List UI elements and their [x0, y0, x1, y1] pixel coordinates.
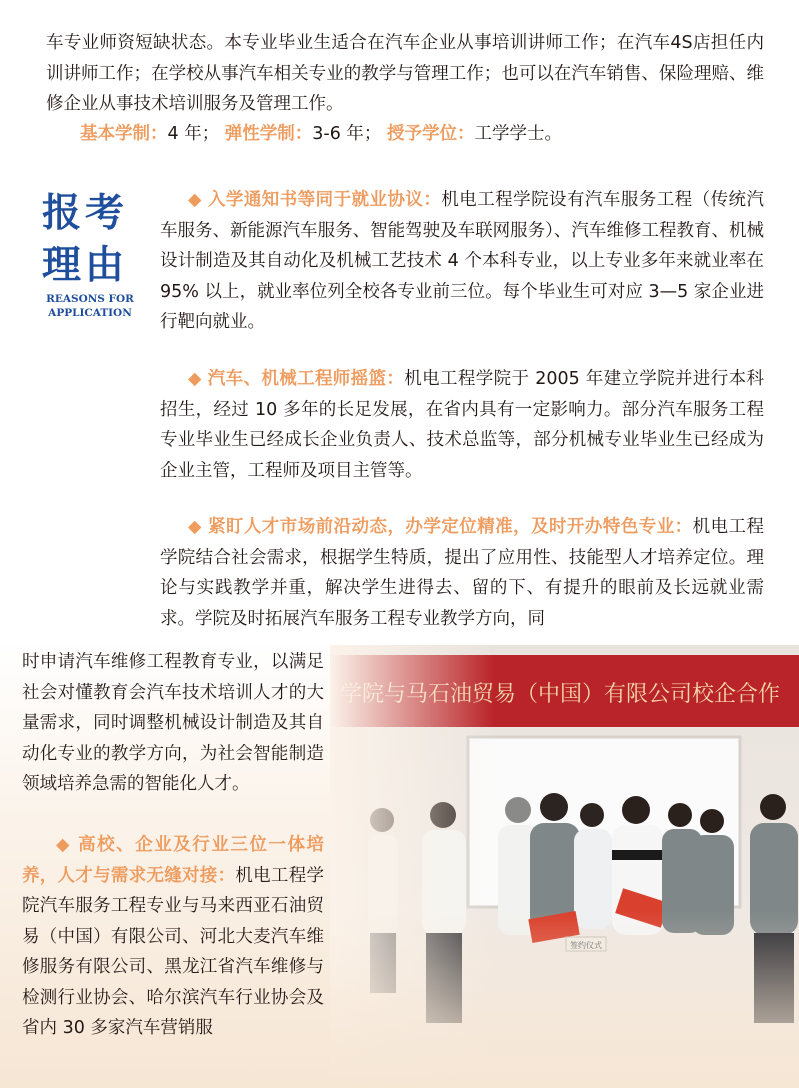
reason-3-continuation: 时申请汽车维修工程教育专业，以满足社会对懂教育会汽车技术培训人才的大量需求，同时调整机械设计制造及其自动化专业的教学方向，为社会智能制造领域培养急需的智能化人才。 — [22, 652, 324, 794]
reason-heading: 紧盯人才市场前沿动态，办学定位精准，及时开办特色专业： — [207, 517, 693, 537]
basic-label: 基本学制： — [80, 124, 168, 144]
reason-text: 机电工程学院汽车服务工程专业与马来西亚石油贸易（中国）有限公司、河北大麦汽车维修服务有限公司、黑龙江省汽车维修与检测行业协会、哈尔滨汽车行业协会及省内 30 多家汽车营销服 — [22, 865, 324, 1038]
section-title-en: REASONS FOR APPLICATION — [46, 293, 134, 319]
reason-4 — [22, 830, 324, 1044]
reason-heading: 入学通知书等同于就业协议： — [207, 190, 442, 210]
intro-paragraph: 车专业师资短缺状态。本专业毕业生适合在汽车企业从事培训讲师工作；在汽车4S店担任内训讲师工作；在学校从事汽车相关专业的教学与管理工作；也可以在汽车销售、保险理赔、维修企业从事技术培训服务及管理工作。 — [46, 33, 764, 114]
reason-heading: 高校、企业及行业三位一体培养，人才与需求无缝对接： — [22, 835, 324, 886]
reason-3 — [160, 512, 764, 634]
reason-1 — [160, 185, 764, 338]
section-title: 报考 理由 — [42, 191, 129, 288]
diamond-icon: ◆ — [56, 835, 71, 855]
reason-heading: 汽车、机械工程师摇篮： — [207, 369, 405, 389]
reason-text: 机电工程学院于 2005 年建立学院并进行本科招生，经过 10 多年的长足发展，在省内具有一定影响力。部分汽车服务工程专业毕业生已经成长企业负责人、技术总监等，部分机械专业毕业生已经成为企业主管，工程师及项目主管等。 — [160, 369, 764, 481]
degree-label: 授予学位： — [387, 124, 475, 144]
reason-text: 机电工程学院设有汽车服务工程（传统汽车服务、新能源汽车服务、智能驾驶及车联网服务）、汽车维修工程教育、机械设计制造及其自动化及机械工艺技术 4 个本科专业，以上专业多年来就业率在 95% 以上，就业率位列全校各专业前三位。每个毕业生可对应 3—5 家企业进行靶向就业。 — [160, 190, 764, 332]
degree-value: 工学学士。 — [474, 124, 563, 144]
signing-ceremony-photo — [330, 645, 799, 1088]
diamond-icon: ◆ — [188, 517, 202, 537]
reason-text: 机电工程学院结合社会需求，根据学生特质，提出了应用性、技能型人才培养定位。理论与实践教学并重，解决学生进得去、留的下、有提升的眼前及长远就业需求。学院及时拓展汽车服务工程专业教学方向，同 — [160, 517, 764, 629]
diamond-icon: ◆ — [188, 369, 202, 389]
reason-2 — [160, 364, 764, 486]
basic-value: 4 年； — [167, 124, 220, 144]
diamond-icon: ◆ — [188, 190, 202, 210]
flex-value: 3-6 年； — [312, 124, 382, 144]
flex-label: 弹性学制： — [224, 124, 313, 144]
study-info-line — [80, 119, 770, 150]
